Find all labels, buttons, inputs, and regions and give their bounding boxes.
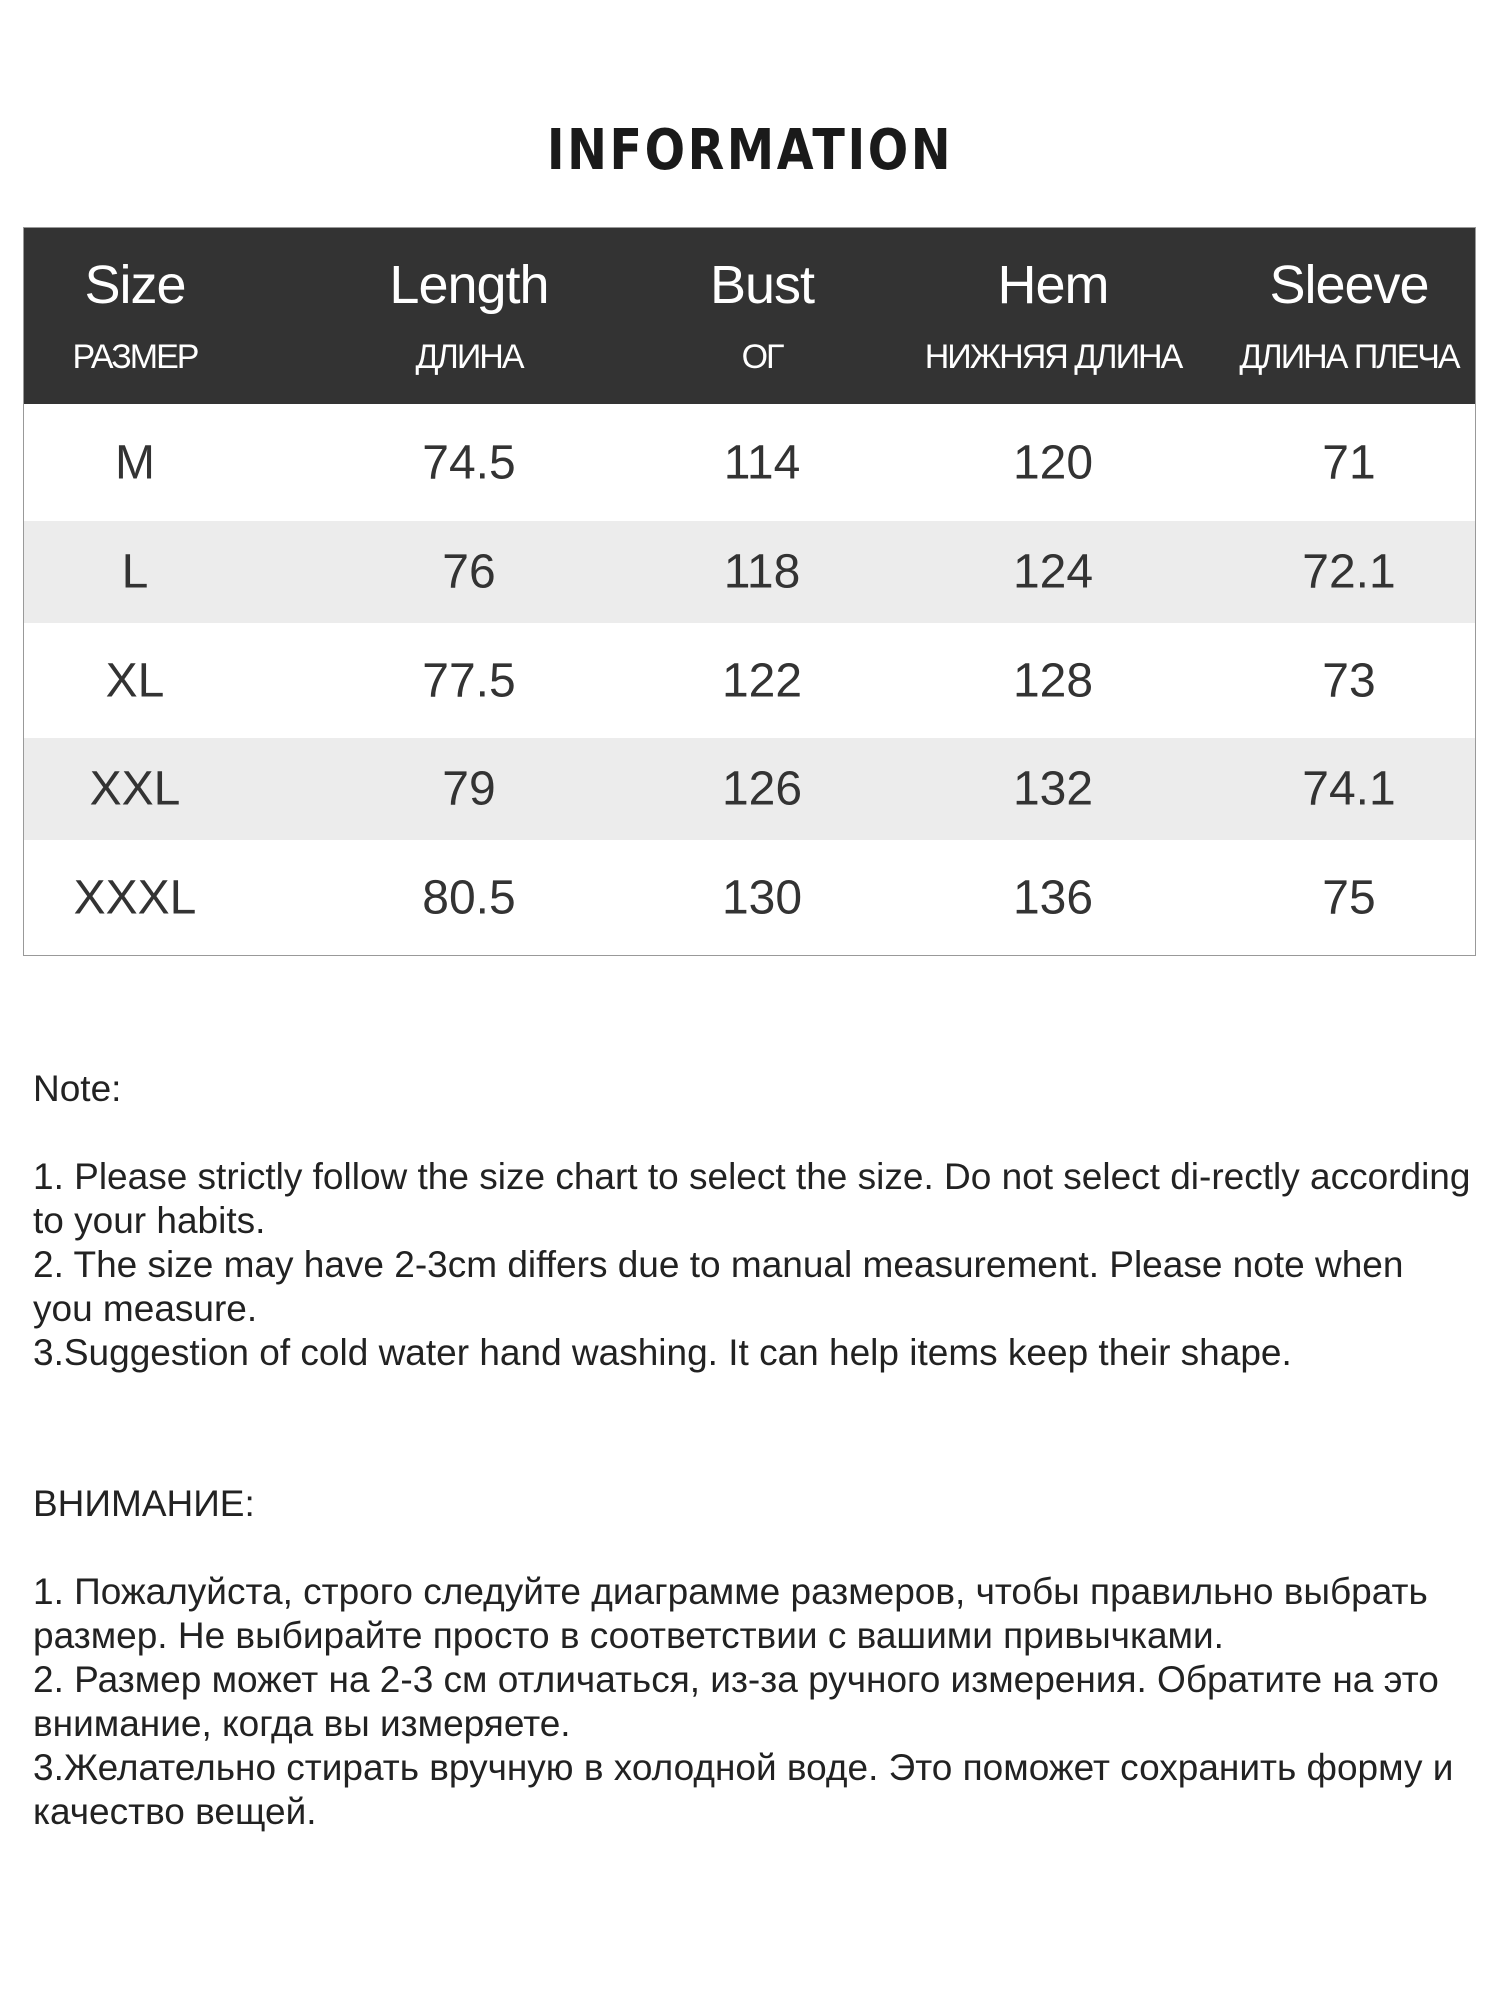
table-cell: 80.5: [422, 871, 516, 924]
column-header-ru: РАЗМЕР: [72, 338, 198, 376]
column-header-en: Bust: [709, 255, 815, 315]
column-header-ru: НИЖНЯЯ ДЛИНА: [924, 338, 1182, 376]
table-header: [24, 228, 1475, 404]
table-row: [24, 521, 1475, 623]
table-cell: 74.1: [1302, 762, 1396, 816]
table-cell: XXL: [89, 762, 181, 816]
table-cell: 126: [721, 762, 803, 816]
table-cell: 122: [721, 654, 803, 707]
table-cell: XL: [105, 654, 165, 707]
table-cell: 79: [442, 762, 496, 816]
page-title: INFORMATION: [546, 118, 954, 183]
note-item: 1. Пожалуйста, строго следуйте диаграмме размеров, чтобы правильно выбрать размер. Не выбирайте просто в соответствии с вашими привычками.: [33, 1571, 1428, 1656]
column-header-en: Hem: [997, 255, 1109, 315]
table-row: [24, 738, 1475, 840]
column-header-en: Length: [389, 255, 549, 315]
table-cell: 114: [723, 436, 801, 489]
table-cell: M: [115, 436, 155, 489]
table-cell: 128: [1012, 654, 1094, 707]
table-cell: XXXL: [73, 871, 197, 924]
table-cell: 72.1: [1302, 545, 1396, 599]
column-header-ru: ОГ: [741, 338, 783, 376]
table-row: [24, 840, 1475, 955]
table-cell: L: [121, 545, 149, 599]
table-cell: 74.5: [422, 436, 516, 489]
note-item: 2. The size may have 2-3cm differs due to manual measurement. Please note when you measure.: [33, 1244, 1404, 1329]
column-header-en: Size: [84, 255, 186, 315]
note-item: 3.Желательно стирать вручную в холодной воде. Это поможет сохранить форму и качество вещей.: [33, 1747, 1454, 1832]
note-item: 2. Размер может на 2-3 см отличаться, из-за ручного измерения. Обратите на это внимание, когда вы измеряете.: [33, 1659, 1439, 1744]
table-cell: 77.5: [422, 654, 516, 707]
column-header-ru: ДЛИНА: [415, 338, 523, 376]
note-item: 1. Please strictly follow the size chart to select the size. Do not select di-rectly according to your habits.: [33, 1156, 1471, 1241]
table-cell: 120: [1012, 436, 1094, 489]
table-cell: 71: [1322, 436, 1376, 489]
table-cell: 132: [1012, 762, 1094, 816]
note-russian: [33, 1482, 1473, 1834]
note-english: [33, 1067, 1473, 1375]
table-cell: 130: [721, 871, 803, 924]
column-header-en: Sleeve: [1269, 255, 1429, 315]
size-table: [23, 227, 1476, 956]
table-cell: 76: [442, 545, 496, 599]
table-cell: 118: [723, 545, 801, 599]
table-row: [24, 623, 1475, 738]
note-item: 3.Suggestion of cold water hand washing. It can help items keep their shape.: [33, 1332, 1292, 1373]
table-cell: 124: [1012, 545, 1094, 599]
note-heading: ВНИМАНИЕ:: [33, 1483, 255, 1524]
table-cell: 73: [1322, 654, 1376, 707]
table-row: [24, 404, 1475, 521]
table-cell: 136: [1012, 871, 1094, 924]
note-heading: Note:: [33, 1068, 122, 1109]
column-header-ru: ДЛИНА ПЛЕЧА: [1239, 338, 1459, 376]
table-cell: 75: [1322, 871, 1376, 924]
